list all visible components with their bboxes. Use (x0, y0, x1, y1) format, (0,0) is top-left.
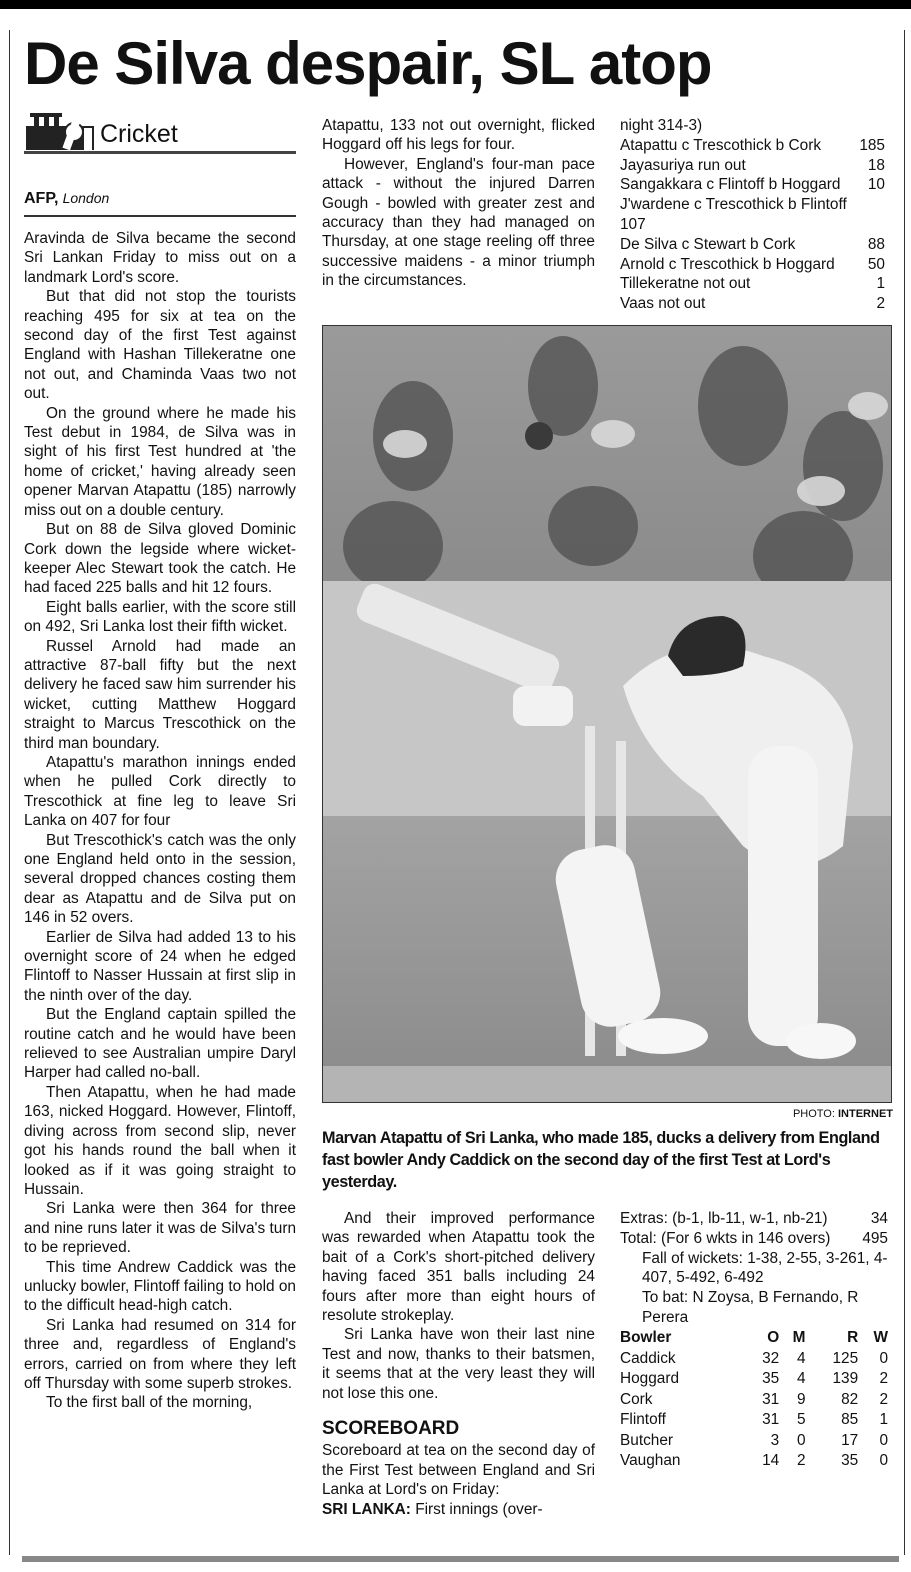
paragraph: But on 88 de Silva gloved Dominic Cork down the legside where wicket-keeper Alec Stewart took the catch. He had faced 225 balls and hit 12 fours. (24, 521, 296, 597)
cricket-bat-ball-icon (24, 110, 96, 152)
paragraph: Eight balls earlier, with the score still on 492, Sri Lanka lost their fifth wicket. (24, 598, 296, 636)
paragraph: Russel Arnold had made an attractive 87-ball fifty but the next delivery he faced saw him surrender his wicket, cutting Matthew Hoggard straight to Marcus Trescothick on the third man boundary. (24, 637, 296, 752)
paragraph: Sri Lanka had resumed on 314 for three and, regardless of England's errors, carried on from where they left off Thursday with some superb strokes. (24, 1316, 296, 1392)
article-column-3 (322, 1209, 595, 1403)
paragraph: To the first ball of the morning, (46, 1394, 253, 1412)
paragraph: Sri Lanka have won their last nine Test and now, thanks to their batsmen, it seems that at the very least they will not lose this one. (322, 1326, 595, 1402)
paragraph: Atapattu, 133 not out overnight, flicked Hoggard off his legs for four. (322, 117, 595, 154)
bowling-row: Butcher 3 0 17 0 (620, 1431, 888, 1449)
paragraph: But that did not stop the tourists reaching 495 for six at tea on the second day of the first Test against England with Hashan Tillekeratne one not out, and Chaminda Vaas two not out. (24, 288, 296, 403)
section-underline (24, 151, 296, 154)
paragraph: Atapattu's marathon innings ended when he pulled Cork directly to Trescothick at fine leg to leave Sri Lanka on 407 for four (24, 753, 296, 830)
team-label: SRI LANKA: (322, 1500, 411, 1518)
article-column-2 (322, 116, 595, 291)
scoreboard-continued: night 314-3) (620, 117, 703, 134)
batting-row: Atapattu c Trescothick b Cork 185 (620, 136, 885, 154)
paragraph: On the ground where he made his Test debut in 1984, de Silva was in sight of his first Test hundred at 'the home of cricket,' having already seen opener Marvan Atapattu (185) narrowly miss out on a double century. (24, 404, 296, 519)
batting-row: Sangakkara c Flintoff b Hoggard 10 (620, 176, 885, 194)
bowling-row: Flintoff 31 5 85 1 (620, 1411, 888, 1429)
paragraph: Earlier de Silva had added 13 to his overnight score of 24 when he edged Flintoff to Nasser Hussain at first slip in the ninth over of the day. (24, 928, 296, 1004)
bowling-row: Cork 31 9 82 2 (620, 1390, 888, 1408)
batting-row: Tillekeratne not out 1 (620, 275, 885, 293)
bowling-row: Vaughan 14 2 35 0 (620, 1452, 888, 1470)
batting-row: Jayasuriya run out 18 (620, 156, 885, 174)
paragraph: But Trescothick's catch was the only one England held onto in the session, several dropped chances costing them dear as Atapattu and de Silva put on 146 in 52 overs. (24, 831, 296, 927)
top-border (0, 0, 911, 9)
scoreboard-summary (620, 1209, 888, 1471)
extras-row: Extras: (b-1, lb-11, w-1, nb-21) 34 (620, 1210, 888, 1227)
scoreboard-batting (620, 116, 885, 314)
photo-credit: PHOTO: INTERNET (792, 1108, 893, 1120)
bowling-header-row: Bowler O M R W (620, 1329, 888, 1347)
batsman-ducking-image (323, 326, 891, 1102)
bowling-row: Hoggard 35 4 139 2 (620, 1370, 888, 1388)
batting-row: 107 (620, 215, 646, 233)
batting-row: J'wardene c Trescothick b Flintoff (620, 196, 847, 214)
headline: De Silva despair, SL atop (24, 30, 712, 97)
paragraph: And their improved performance was rewarded when Atapattu took the bait of a Cork's short-pitched delivery having faced 351 balls including 24 fours after more than eight hours of resolute strokeplay. (322, 1210, 595, 1325)
fall-of-wickets: Fall of wickets: 1-38, 2-55, 3-261, 4-407, 5-492, 6-492 (642, 1249, 888, 1287)
paragraph: However, England's four-man pace attack - without the injured Darren Gough - bowled with greater zest and accuracy than they had managed on Thursday, at one stage reeling off three successive maidens - a minor triumph in the circumstances. (322, 155, 595, 290)
bowling-table (620, 1328, 888, 1472)
batting-row: De Silva c Stewart b Cork 88 (620, 235, 885, 253)
match-photo (322, 325, 892, 1103)
total-row: Total: (For 6 wkts in 146 overs) 495 (620, 1229, 888, 1247)
byline (24, 190, 109, 208)
photo-caption: Marvan Atapattu of Sri Lanka, who made 185, ducks a delivery from England fast bowler Andy Caddick on the second day of the first Test at Lord's yesterday. (322, 1129, 880, 1191)
right-column-rule (904, 30, 905, 1555)
byline-agency: AFP, (24, 190, 59, 207)
left-column-rule (9, 30, 10, 1555)
bowling-row: Caddick 32 4 125 0 (620, 1349, 888, 1367)
paragraph: But the England captain spilled the routine catch and he would have been relieved to see Australian umpire Daryl Harper had called no-ball. (24, 1006, 296, 1082)
scoreboard-intro: Scoreboard at tea on the second day of the First Test between England and Sri Lanka at Lord's on Friday: SRI LANKA: First innings (over- (322, 1442, 595, 1518)
section-header (24, 110, 296, 154)
paragraph: Aravinda de Silva became the second Sri Lankan Friday to miss out on a landmark Lord's score. (24, 230, 296, 286)
byline-rule (24, 215, 296, 217)
section-label: Cricket (100, 120, 178, 148)
paragraph: This time Andrew Caddick was the unlucky bowler, Flintoff failing to hold on to the difficult head-high catch. (24, 1258, 296, 1315)
batting-row: Arnold c Trescothick b Hoggard 50 (620, 255, 885, 273)
batting-row: Vaas not out 2 (620, 295, 885, 313)
paragraph: Sri Lanka were then 364 for three and nine runs later it was de Silva's turn to be reprieved. (24, 1200, 296, 1257)
article-column-1 (24, 229, 296, 1413)
byline-location: London (62, 190, 110, 206)
scoreboard-heading: SCOREBOARD (322, 1418, 460, 1439)
paragraph: Then Atapattu, when he had made 163, nicked Hoggard. However, Flintoff, diving across from second slip, never got his hands round the ball when it looked as if it was going straight to Hussain. (24, 1083, 296, 1198)
to-bat: To bat: N Zoysa, B Fernando, R Perera (642, 1289, 859, 1326)
bottom-border (22, 1556, 899, 1562)
